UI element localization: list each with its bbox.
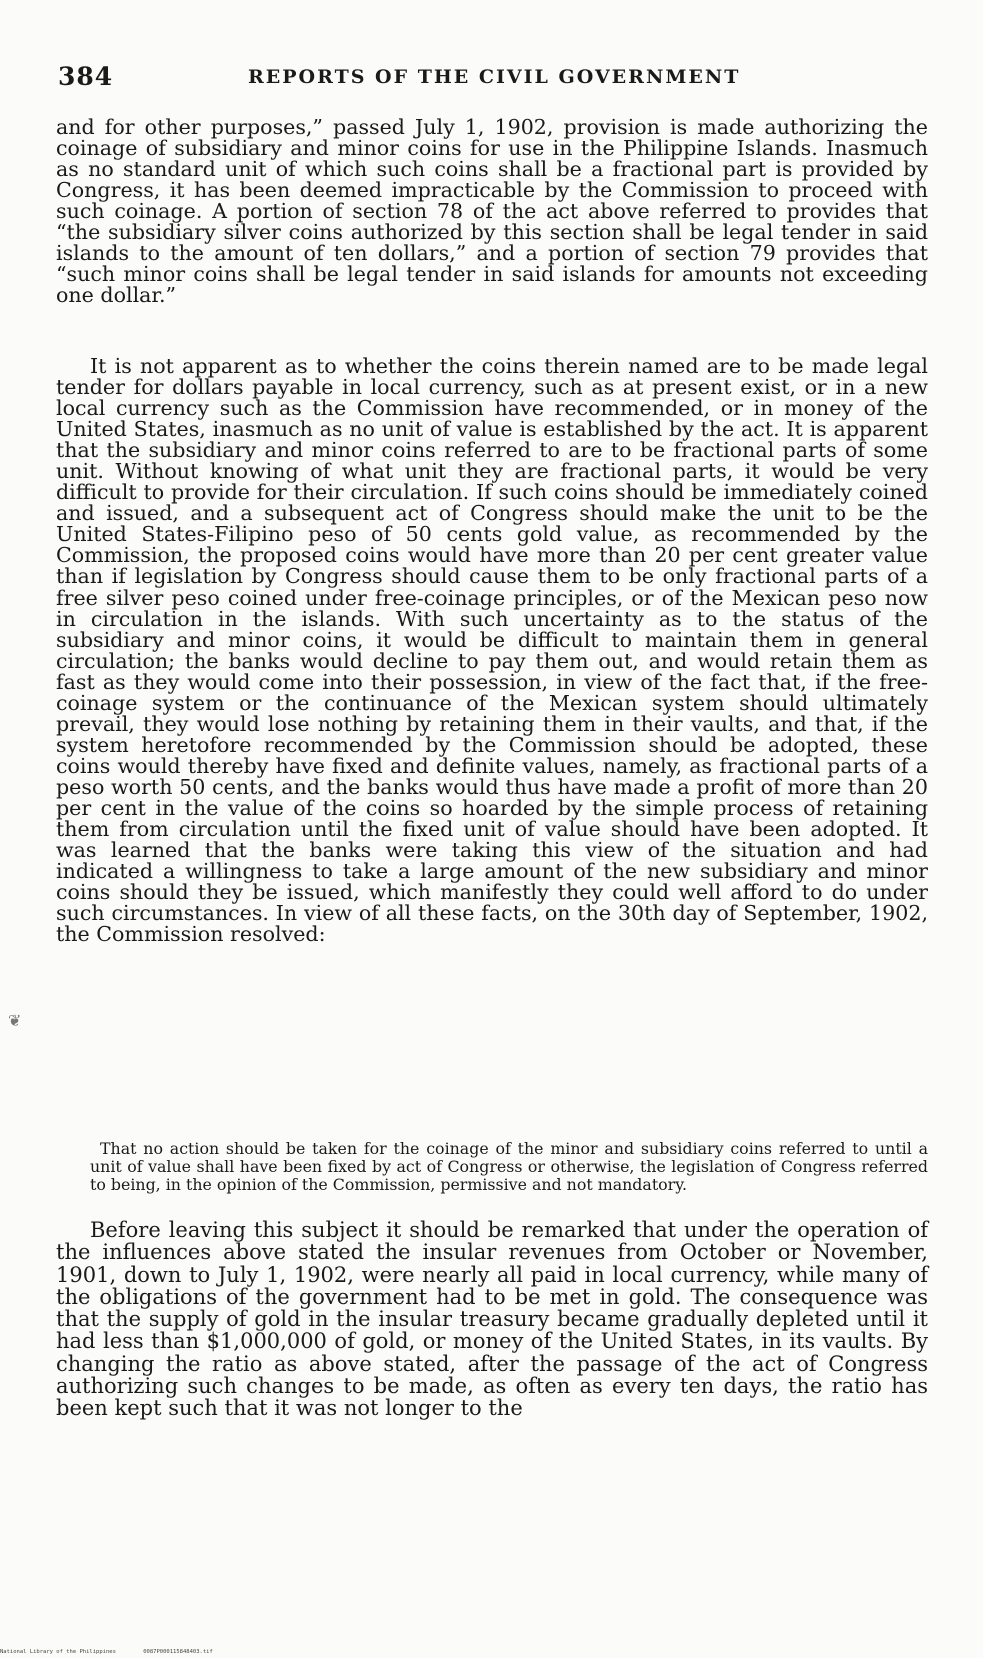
footer-library: National Library of the Philippines <box>0 1649 116 1655</box>
page-number: 384 <box>58 62 114 91</box>
page-header <box>58 62 928 94</box>
running-head: REPORTS OF THE CIVIL GOVERNMENT <box>248 66 741 88</box>
margin-mark-icon: ❦ <box>8 1011 22 1030</box>
paragraph-3: Before leaving this subject it should be remarked that under the operation of the influences above stated the insular revenues from October or November, 1901, down to July 1, 1902, were nearly all paid in local currency, while many of the obligations of the government had to be met in gold. The consequence was that the supply of gold in the insular treasury became gradually depleted until it had less than $1,000,000 of gold, or money of the United States, in its vaults. By changing the ratio as above stated, after the passage of the act of Congress authorizing such changes to be made, as often as every ten days, the ratio has been kept such that it was not longer to the <box>56 1218 928 1421</box>
scan-footer <box>0 1649 237 1655</box>
footer-file: 0087P000115848403.tif <box>143 1649 213 1655</box>
resolution-quote: That no action should be taken for the coinage of the minor and subsidiary coins referred to until a unit of value shall have been fixed by act of Congress or otherwise, the legislation of Congress referred to being, in the opinion of the Commission, permissive and not mandatory. <box>90 1139 928 1194</box>
paragraph-1: and for other purposes,” passed July 1, 1902, provision is made authorizing the coinage of subsidiary and minor coins for use in the Philippine Islands. Inasmuch as no standard unit of which such coins shall be a fractional part is provided by Congress, it has been deemed impracticable by the Commission to proceed with such coinage. A portion of section 78 of the act above referred to provides that “the subsidiary silver coins authorized by this section shall be legal tender in said islands to the amount of ten dollars,” and a portion of section 79 provides that “such minor coins shall be legal tender in said islands for amounts not exceeding one dollar.” <box>56 115 928 308</box>
paragraph-2: It is not apparent as to whether the coins therein named are to be made legal tender for dollars payable in local currency, such as at present exist, or in a new local currency such as the Commission have recommended, or in money of the United States, inasmuch as no unit of value is established by the act. It is apparent that the subsidiary and minor coins referred to are to be fractional parts of some unit. Without knowing of what unit they are fractional parts, it would be very difficult to provide for their circulation. If such coins should be immediately coined and issued, and a subsequent act of Congress should make the unit to be the United States-Filipino peso of 50 cents gold value, as recommended by the Commission, the proposed coins would have more than 20 per cent greater value than if legislation by Congress should cause them to be only fractional parts of a free silver peso coined under free-coinage principles, or of the Mexican peso now in circulation in the islands. With such uncertainty as to the status of the subsidiary and minor coins, it would be difficult to maintain them in general circulation; the banks would decline to pay them out, and would retain them as fast as they would come into their possession, in view of the fact that, if the free-coinage system or the continuance of the Mexican system should ultimately prevail, they would lose nothing by retaining them in their vaults, and that, if the system heretofore recommended by the Commission should be adopted, these coins would thereby have fixed and definite values, namely, as fractional parts of a peso worth 50 cents, and the banks would thus have made a profit of more than 20 per cent in the value of the coins so hoarded by the simple process of retaining them from circulation until the fixed unit of value should have been adopted. It was learned that the banks were taking this view of the situation and had indicated a willingness to take a large amount of the new subsidiary and minor coins should they be issued, which manifestly they could well afford to do under such circumstances. In view of all these facts, on the 30th day of September, 1902, the Commission resolved: <box>56 354 928 947</box>
